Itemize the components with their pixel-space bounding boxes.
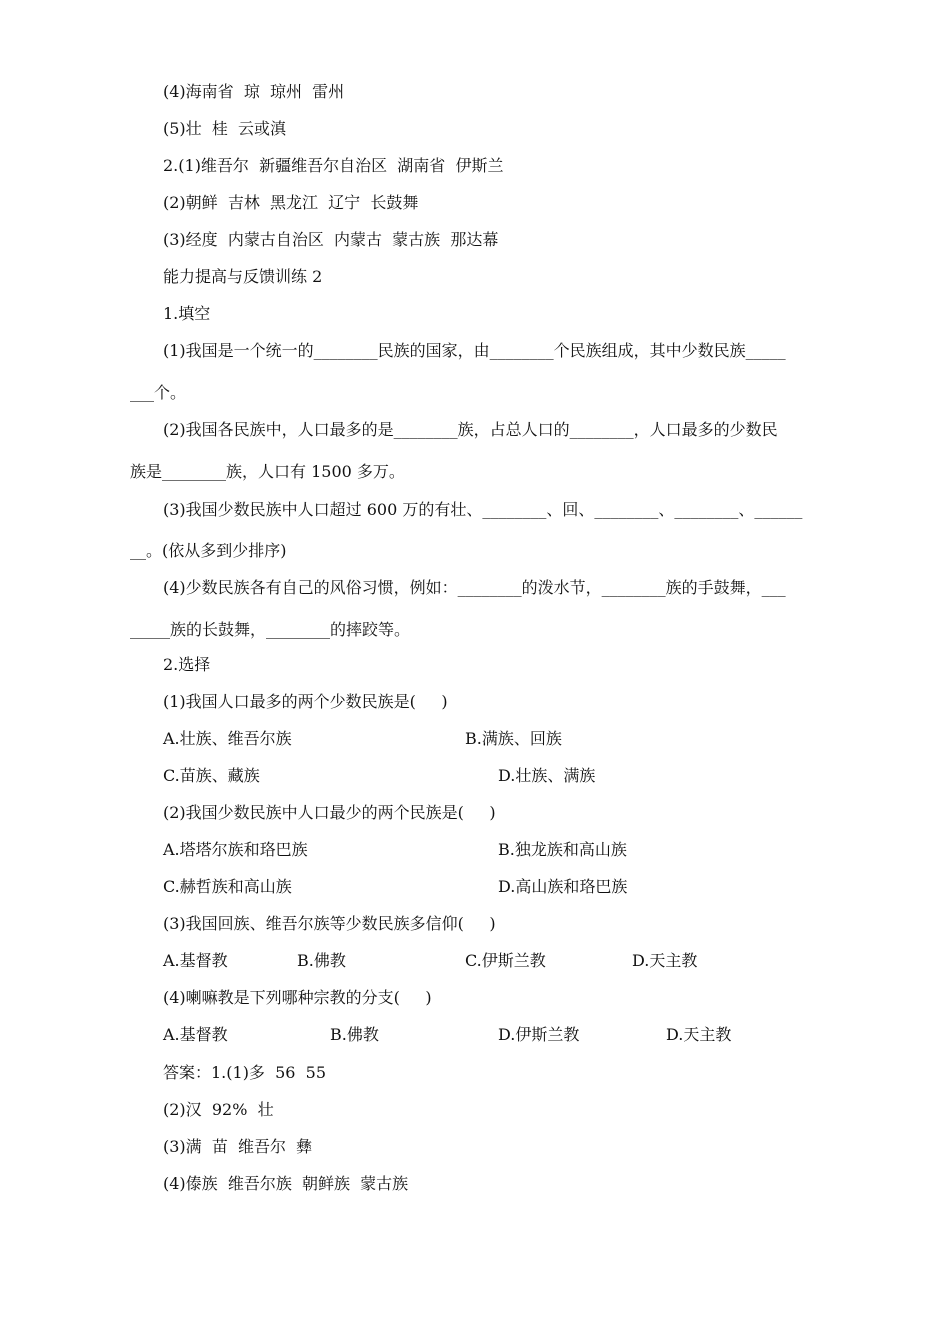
fill-question-2-cont: 族是________族，人口有 1500 多万。 [130, 462, 405, 481]
option-d: D.天主教 [666, 1025, 732, 1044]
option-a: A.基督教 [163, 951, 228, 970]
option-c: C.伊斯兰教 [465, 951, 546, 970]
option-d: D.天主教 [632, 951, 698, 970]
option-a: A.壮族、维吾尔族 [163, 729, 292, 748]
choice-question-3: (3)我国回族、维吾尔族等少数民族多信仰( ) [163, 914, 496, 933]
option-d: D.高山族和珞巴族 [498, 877, 628, 896]
fill-heading: 1.填空 [163, 304, 211, 323]
choice-question-4: (4)喇嘛教是下列哪种宗教的分支( ) [163, 988, 432, 1007]
option-b: B.佛教 [330, 1025, 379, 1044]
answer-key-line: (4)傣族 维吾尔族 朝鲜族 蒙古族 [163, 1174, 409, 1193]
answer-line: (5)壮 桂 云或滇 [163, 119, 287, 138]
option-b: B.满族、回族 [465, 729, 562, 748]
answer-key-line: (2)汉 92% 壮 [163, 1100, 274, 1119]
choice-question-1: (1)我国人口最多的两个少数民族是( ) [163, 692, 448, 711]
fill-question-4-cont: _____族的长鼓舞，________的摔跤等。 [130, 620, 411, 639]
answer-line: (2)朝鲜 吉林 黑龙江 辽宁 长鼓舞 [163, 193, 419, 212]
option-c: C.苗族、藏族 [163, 766, 260, 785]
fill-question-2: (2)我国各民族中，人口最多的是________族，占总人口的________，人口最多的少数民 [163, 420, 778, 439]
option-a: A.塔塔尔族和珞巴族 [163, 840, 308, 859]
answer-line: 2.(1)维吾尔 新疆维吾尔自治区 湖南省 伊斯兰 [163, 156, 504, 175]
option-d: D.壮族、满族 [498, 766, 596, 785]
answer-line: (3)经度 内蒙古自治区 内蒙古 蒙古族 那达幕 [163, 230, 499, 249]
option-c: D.伊斯兰教 [498, 1025, 580, 1044]
fill-question-1: (1)我国是一个统一的________民族的国家，由________个民族组成，其中少数民族_____ [163, 341, 786, 360]
option-b: B.独龙族和高山族 [498, 840, 627, 859]
option-a: A.基督教 [163, 1025, 228, 1044]
choice-heading: 2.选择 [163, 655, 211, 674]
option-c: C.赫哲族和高山族 [163, 877, 292, 896]
fill-question-3: (3)我国少数民族中人口超过 600 万的有壮、________、回、________、________、______ [163, 500, 803, 519]
answer-key-line: (3)满 苗 维吾尔 彝 [163, 1137, 313, 1156]
section-title: 能力提高与反馈训练 2 [163, 267, 323, 286]
answer-line: (4)海南省 琼 琼州 雷州 [163, 82, 345, 101]
fill-question-3-cont: __。(依从多到少排序) [130, 541, 287, 560]
answer-key-line: 答案：1.(1)多 56 55 [163, 1063, 326, 1082]
fill-question-1-cont: ___个。 [130, 383, 187, 402]
option-b: B.佛教 [297, 951, 346, 970]
choice-question-2: (2)我国少数民族中人口最少的两个民族是( ) [163, 803, 496, 822]
fill-question-4: (4)少数民族各有自己的风俗习惯，例如：________的泼水节，________族的手鼓舞，___ [163, 578, 786, 597]
